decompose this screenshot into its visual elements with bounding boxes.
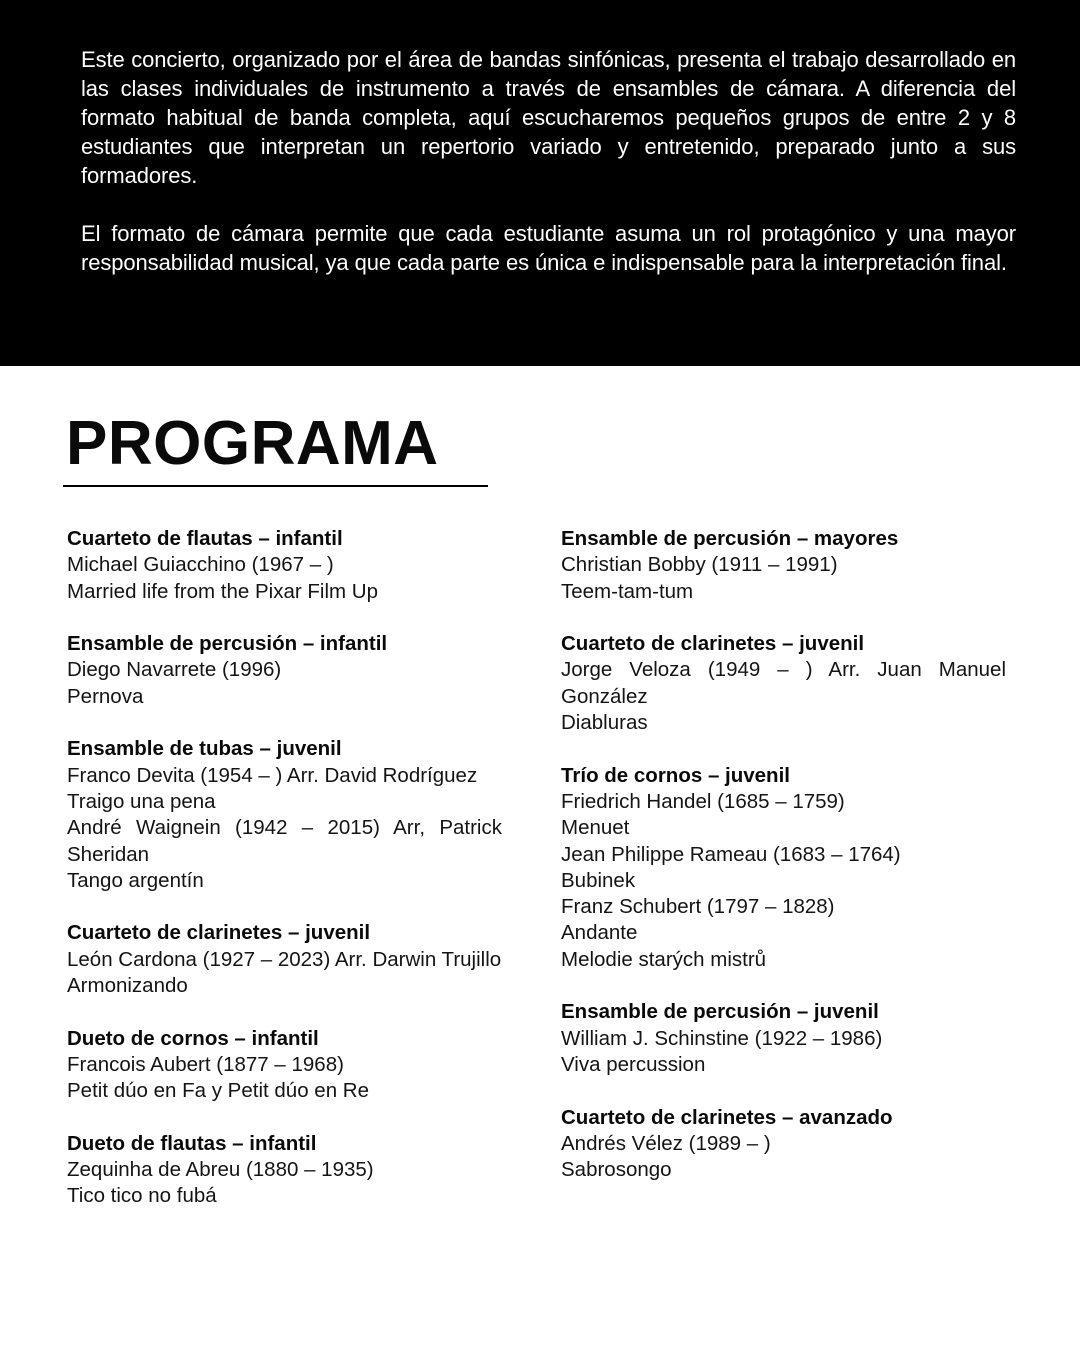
- section-line: Jean Philippe Rameau (1683 – 1764): [561, 842, 901, 866]
- section-line: Viva percussion: [561, 1052, 706, 1076]
- program-section: [67, 526, 502, 605]
- section-line: Sabrosongo: [561, 1158, 672, 1182]
- program-section: [67, 1026, 502, 1105]
- program-section: [561, 631, 1006, 736]
- program-section: [67, 736, 502, 894]
- section-line: Married life from the Pixar Film Up: [67, 579, 378, 603]
- section-line: Traigo una pena: [67, 789, 216, 813]
- section-line: André Waignein (1942 – 2015) Arr, Patrick Sheridan: [67, 816, 502, 866]
- intro-paragraph: El formato de cámara permite que cada estudiante asuma un rol protagónico y una mayor responsabilidad musical, ya que cada parte es única e indispensable para la interpretación final.: [81, 221, 1016, 275]
- program-section: [67, 1131, 502, 1210]
- program-section: [561, 1105, 1006, 1184]
- intro-text: [81, 45, 1016, 277]
- section-heading: Ensamble de percusión – infantil: [67, 632, 388, 656]
- section-line: Christian Bobby (1911 – 1991): [561, 553, 838, 577]
- section-heading: Cuarteto de flautas – infantil: [67, 527, 343, 550]
- section-line: Franco Devita (1954 – ) Arr. David Rodríguez: [67, 763, 478, 787]
- program-section: [561, 526, 1006, 605]
- section-line: Diego Navarrete (1996): [67, 658, 282, 682]
- section-heading: Dueto de cornos – infantil: [67, 1026, 319, 1050]
- section-line: Pernova: [67, 684, 144, 708]
- section-heading: Ensamble de tubas – juvenil: [67, 737, 342, 761]
- section-line: Zequinha de Abreu (1880 – 1935): [67, 1158, 374, 1182]
- section-line: Teem-tam-tum: [561, 579, 694, 603]
- section-line: Menuet: [561, 816, 630, 840]
- intro-paragraph: Este concierto, organizado por el área de bandas sinfónicas, presenta el trabajo desarrollado en las clases individuales de instrumento a través de ensambles de cámara. A diferencia del formato habitual de banda completa, aquí escucharemos pequeños grupos de entre 2 y 8 estudiantes que interpretan un repertorio variado y entretenido, preparado junto a sus formadores.: [81, 47, 1016, 188]
- section-line: Andrés Vélez (1989 – ): [561, 1131, 771, 1155]
- section-line: William J. Schinstine (1922 – 1986): [561, 1026, 883, 1050]
- section-line: León Cardona (1927 – 2023) Arr. Darwin Trujillo: [67, 947, 502, 971]
- section-line: Armonizando: [67, 974, 188, 998]
- section-heading: Cuarteto de clarinetes – avanzado: [561, 1105, 893, 1129]
- program-column-right: [561, 526, 1006, 1210]
- section-line: Bubinek: [561, 868, 636, 892]
- section-heading: Trío de cornos – juvenil: [561, 763, 790, 787]
- section-line: Friedrich Handel (1685 – 1759): [561, 789, 845, 813]
- section-line: Michael Guiacchino (1967 – ): [67, 553, 334, 577]
- section-line: Petit dúo en Fa y Petit dúo en Re: [67, 1079, 369, 1103]
- section-heading: Cuarteto de clarinetes – juvenil: [561, 632, 865, 656]
- section-heading: Dueto de flautas – infantil: [67, 1131, 317, 1155]
- section-heading: Ensamble de percusión – juvenil: [561, 1000, 879, 1024]
- section-line: Francois Aubert (1877 – 1968): [67, 1052, 344, 1076]
- section-line: Franz Schubert (1797 – 1828): [561, 895, 835, 919]
- program-section: [67, 631, 502, 710]
- section-line: Tico tico no fubá: [67, 1184, 217, 1208]
- section-line: Jorge Veloza (1949 – ) Arr. Juan Manuel González: [561, 658, 1006, 708]
- section-heading: Cuarteto de clarinetes – juvenil: [67, 921, 371, 945]
- intro-band: [0, 0, 1080, 366]
- title-underline: [63, 485, 488, 487]
- program-section: [561, 999, 1006, 1078]
- program-column-left: [67, 526, 502, 1236]
- section-line: Melodie starých mistrů: [561, 947, 767, 971]
- program-section: [561, 763, 1006, 973]
- section-line: Diabluras: [561, 711, 648, 735]
- program-title: PROGRAMA: [66, 409, 439, 478]
- section-heading: Ensamble de percusión – mayores: [561, 527, 899, 550]
- section-line: Tango argentín: [67, 868, 204, 892]
- program-section: [67, 920, 502, 999]
- section-line: Andante: [561, 921, 638, 945]
